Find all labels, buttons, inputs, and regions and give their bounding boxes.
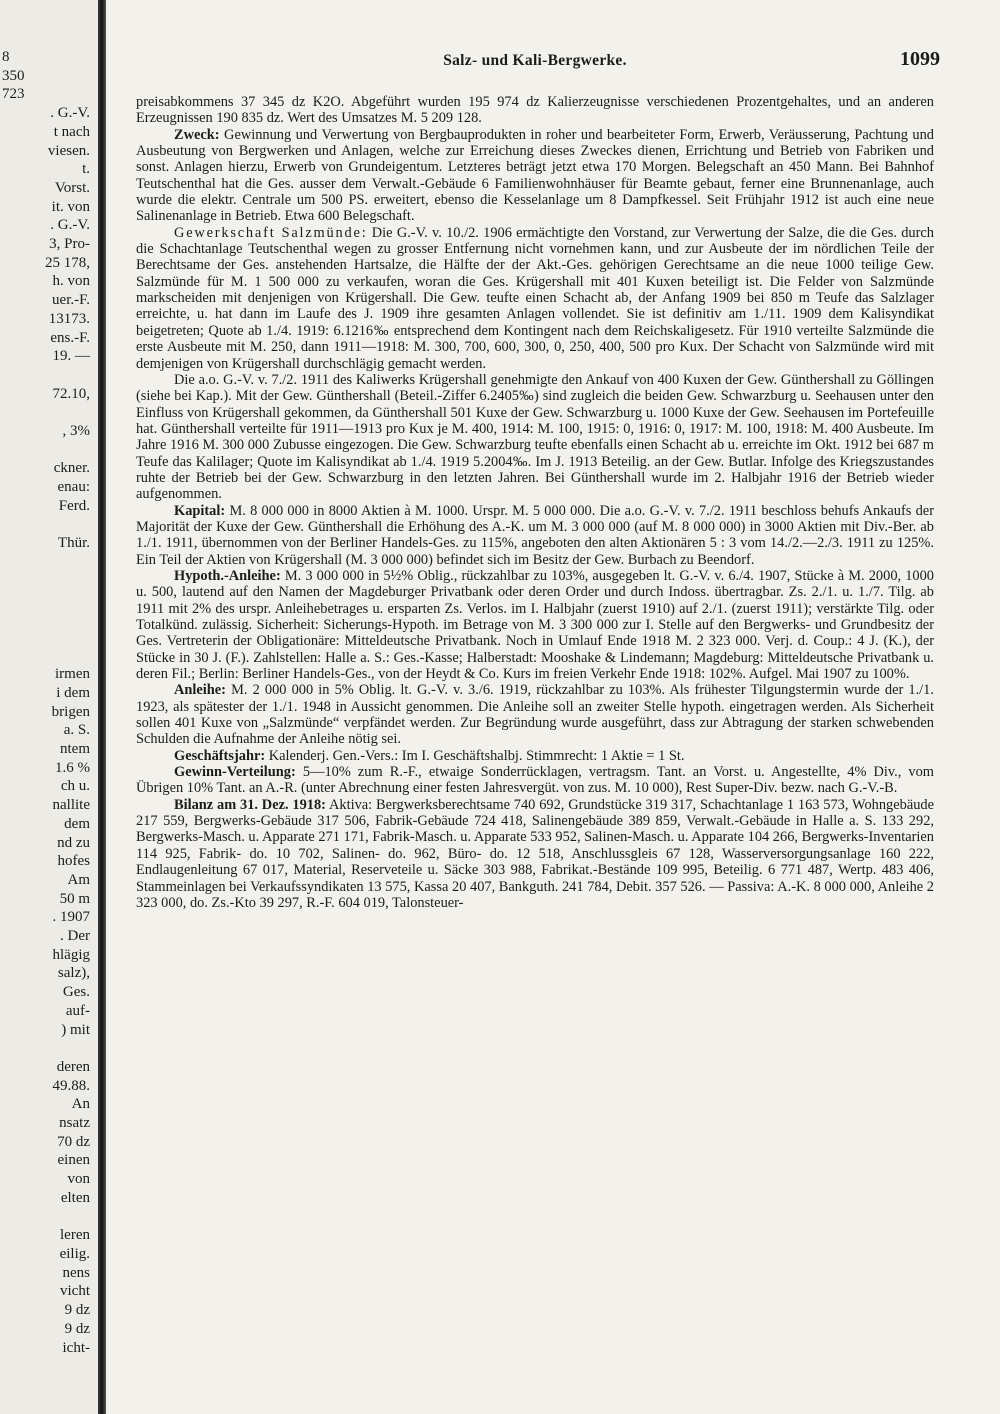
margin-fragment-line: enau:	[57, 479, 90, 496]
margin-fragment-line	[0, 628, 96, 647]
margin-fragment-line: nens	[62, 1264, 90, 1281]
margin-fragment-line: 723	[2, 86, 25, 103]
paragraph-zweck	[136, 127, 934, 225]
margin-fragment-line: t.	[82, 161, 90, 178]
margin-fragment-line: 350	[2, 67, 25, 84]
margin-fragment-line: ch u.	[60, 778, 90, 795]
paragraph-bilanz	[136, 797, 934, 911]
margin-fragment-line: it. von	[51, 198, 90, 215]
margin-fragment-line: Thür.	[57, 535, 90, 552]
margin-fragment-line: . 1907	[52, 909, 90, 926]
paragraph-text: Die G.-V. v. 10./2. 1906 ermächtigte den Vorstand, zur Verwertung der Salze, die die Ges. durch die Schachtanlage Teutschenthal wegen zu grosser Entfernung nicht vornehmen kann, und zur Ausbeute der im nördlichen Teile der Berechtsame der Ges. anstehenden Hartsalze, die Hälfte der der Akt.-Ges. gehörigen Gerechtsame an die neue 1000 teilige Gew. Salzmünde für M. 1 500 000 zu verkaufen, woran die Ges. Krügershall mit 401 Kuxen beteiligt ist. Die Felder von Salzmünde markscheiden mit denjenigen von Krügershall. Die Gew. teufte einen Schacht ab, der Anfang 1909 bei 850 m Teufe das Salzlager erreichte, u. hat dann im Laufe des J. 1909 ihre gesamten Anlagen vollendet. Sie ist definitiv am 1./11. 1909 dem Kalisyndikat beigetreten; Quote ab 1./4. 1919: 6.1216‰ entsprechend dem Kontingent nach dem Reichskaligesetz. Für 1910 verteilte Salzmünde die erste Ausbeute mit M. 250, dann 1911—1918: M. 300, 700, 600, 300, 0, 250, 400, 500 pro Kux. Der Schacht von Salzmünde wird mit demjenigen von Krügershall durchschlägig gemacht werden.	[136, 224, 934, 372]
margin-fragment-line: nallite	[52, 797, 90, 814]
margin-fragment-line	[0, 553, 96, 572]
margin-fragment-line: 3, Pro-	[49, 236, 90, 253]
margin-fragment-line: hlägig	[52, 946, 90, 963]
margin-fragment-line: a. S.	[63, 722, 90, 739]
margin-fragment-line	[0, 403, 96, 422]
margin-fragment-line: hofes	[57, 853, 90, 870]
margin-fragment-line: An	[71, 1096, 90, 1113]
margin-fragment-line	[0, 366, 96, 385]
margin-fragment-line: uer.-F.	[52, 292, 90, 309]
left-page-margin	[0, 0, 100, 1414]
margin-fragment-line: , 3%	[62, 423, 90, 440]
paragraph-text: Gewinnung und Verwertung von Bergbauprodukten in roher und bearbeiteter Form, Erwerb, Veräusserung, Pachtung und Ausbeutung von Bergwerken und Anlagen, welche zur Erreichung dieses Zweckes dienen, Errichtung und Betrieb von Fabriken und sonst. Anlagen hierzu, Erwerb von Grundeigentum. Letzteres beträgt jetzt etwa 170 Morgen. Belegschaft an 450 Mann. Bei Bahnhof Teutschenthal hat die Ges. ausser dem Verwalt.-Gebäude 6 Familienwohnhäuser für Beamte gebaut, ferner eine Brunnenanlage, auch wurde die elektr. Centrale um 500 PS. erweitert, ebenso die Kesselanlage um 8 Dampfkessel. Seit Frühjahr 1912 ist auch eine neue Salinenanlage in Betrieb. Etwa 600 Belegschaft.	[136, 126, 934, 225]
book-spine-shadow	[98, 0, 106, 1414]
margin-fragment-line: ens.-F.	[50, 329, 90, 346]
margin-fragment-line: eilig.	[59, 1246, 90, 1262]
section-heading: Bilanz am 31. Dez. 1918:	[174, 796, 326, 813]
margin-fragment-line: i dem	[56, 684, 90, 701]
margin-fragment-line: icht-	[62, 1339, 90, 1356]
margin-fragment-line	[0, 1039, 96, 1058]
margin-fragment-line: ) mit	[61, 1021, 90, 1038]
margin-fragment-line: 49.88.	[52, 1077, 90, 1094]
margin-fragment-line: einen	[57, 1152, 90, 1169]
section-heading: Anleihe:	[174, 682, 226, 699]
margin-fragment-line: 25 178,	[45, 254, 90, 271]
margin-fragment-line: elten	[60, 1189, 90, 1206]
margin-fragment-line: 50 m	[59, 890, 90, 907]
margin-fragment-line: Ferd.	[58, 497, 90, 514]
section-heading: Kapital:	[174, 502, 226, 519]
margin-fragment-line: Ges.	[62, 984, 90, 1001]
margin-fragment-line: 8	[2, 49, 10, 65]
section-heading: Geschäftsjahr:	[174, 747, 266, 764]
paragraph-text: 5—10% zum R.-F., etwaige Sonderrücklagen, vertragsm. Tant. an Vorst. u. Angestellte, 4% Div., vom Übrigen 10% Tant. an A.-R. (unter Abrechnung einer festen Jahresvergüt. von zus. M. 10 000), Rest Super-Div. bezw. nach G.-V.-B.	[136, 764, 934, 797]
paragraph-gewinn-verteilung	[136, 764, 934, 797]
margin-fragment-line	[0, 441, 96, 460]
margin-fragment-line: h. von	[52, 273, 90, 290]
margin-fragment-line: . G.-V.	[50, 217, 90, 234]
margin-fragment-line: nsatz	[59, 1115, 90, 1132]
margin-fragment-line: ntem	[60, 741, 90, 758]
margin-fragment-line: t nach	[53, 123, 90, 140]
margin-fragment-line: 70 dz	[57, 1133, 90, 1150]
margin-fragment-line: 19. —	[52, 348, 90, 365]
section-heading: Hypoth.-Anleihe:	[174, 567, 281, 584]
paragraph-text: M. 3 000 000 in 5½% Oblig., rückzahlbar zu 103%, ausgegeben lt. G.-V. v. 6./4. 1907, Stücke à M. 2000, 1000 u. 500, lautend auf den Namen der Magdeburger Privatbank oder deren Order und durch Indoss. übertragbar. Zs. 2./1. u. 1./7. Tilg. ab 1911 mit 2% des urspr. Anleihebetrages u. ersparten Zs. Verlos. im I. Halbjahr (zuerst 1910) auf 2./1. (zuerst 1911); verstärkte Tilg. oder Totalkünd. zulässig. Sicherheit: Sicherungs-Hypoth. im Betrage von M. 3 300 000 zur I. Stelle auf den Bergwerks- und Grundbesitz der Ges. Vertreterin der Obligationäre: Mitteldeutsche Privatbank. Noch in Umlauf Ende 1918 M. 2 323 000. Verj. d. Coup.: 4 J. (K.), der Stücke in 30 J. (F.). Zahlstellen: Halle a. S.: Ges.-Kasse; Halberstadt: Mooshake & Lindemann; Magdeburg: Mitteldeutsche Privatbank u. deren Fil.; Berlin: Berliner Handels-Ges., von der Heydt & Co. Kurs im freien Verkehr Ende 1918: 102%. Aufgel. Mai 1907 zu 100%.	[136, 567, 934, 683]
margin-fragment-line	[0, 647, 96, 666]
paragraph-text: M. 8 000 000 in 8000 Aktien à M. 1000. Urspr. M. 5 000 000. Die a.o. G.-V. v. 7./2. 1911 beschloss behufs Ankaufs der Majorität der Kuxe der Gew. Günthershall die Erhöhung des A.-K. um M. 3 000 000 (auf M. 8 000 000) in 3000 Aktien mit Div.-Ber. ab 1./1. 1911, übernommen von der Berliner Handels-Ges. zu 115%, angeboten den alten Aktionären 5 : 3 vom 14./2.—2./3. 1911 zu 125%. Ein Teil der Aktien von Krügershall (M. 3 000 000) befindet sich im Besitz der Gew. Burbach zu Beendorf.	[136, 502, 934, 568]
margin-fragment-line: 13173.	[48, 310, 90, 327]
margin-fragment-line: vicht	[60, 1283, 90, 1300]
margin-fragment-line: von	[67, 1171, 90, 1188]
section-heading: Zweck:	[174, 126, 220, 143]
paragraph-gewerkschaft-salzmuende	[136, 225, 934, 372]
margin-fragment-line	[0, 572, 96, 591]
margin-fragment-line	[0, 590, 96, 609]
page-body	[136, 94, 934, 911]
paragraph-kapital	[136, 503, 934, 568]
paragraph-hypoth-anleihe	[136, 568, 934, 682]
margin-fragment-line: auf-	[65, 1002, 90, 1019]
paragraph-geschaeftsjahr	[136, 748, 934, 764]
margin-fragment-line: 72.10,	[52, 385, 90, 402]
margin-fragment-line: . G.-V.	[50, 105, 90, 122]
paragraph-text: M. 2 000 000 in 5% Oblig. lt. G.-V. v. 3./6. 1919, rückzahlbar zu 103%. Als frühester Tilgungstermin wurde der 1./1. 1923, als spätester der 1./1. 1948 in Aussicht genommen. Die Anleihe soll an zweiter Stelle hypoth. eingetragen werden. Als Sicherheit sollen 401 Kuxe von „Salzmünde“ verpfändet werden. Zur Begründung wurde ausgeführt, dass zur Abtragung der starken schwebenden Schulden die Aufnahme der Anleihe nötig sei.	[136, 682, 934, 748]
running-title: Salz- und Kali-Bergwerke.	[443, 52, 627, 69]
left-page-fragments	[0, 48, 96, 1357]
margin-fragment-line: nd zu	[57, 834, 90, 851]
page-number: 1099	[900, 48, 940, 70]
paragraph-text: Kalenderj. Gen.-Vers.: Im I. Geschäftshalbj. Stimmrecht: 1 Aktie = 1 St.	[268, 747, 685, 764]
paragraph-guenthershall	[136, 372, 934, 503]
page-header	[130, 48, 940, 78]
paragraph-text: Aktiva: Bergwerksberechtsame 740 692, Grundstücke 319 317, Schachtanlage 1 163 573, Wohngebäude 217 559, Bergwerks-Gebäude 317 506, Fabrik-Gebäude 724 418, Salinengebäude 389 859, Verwalt.-Gebäude in Halle a. S. 133 292, Bergwerks-Masch. u. Apparate 271 171, Fabrik-Masch. u. Apparate 533 952, Salinen-Masch. u. Apparate 104 266, Bergwerks-Inventarien 114 925, Fabrik- do. 10 702, Salinen- do. 962, Büro- do. 12 518, Anschlussgleis 67 128, Wasserversorgungsanlage 160 222, Endlaugenleitung 67 017, Material, Reserveteile u. Säcke 303 988, Fabrikat.-Bestände 109 995, Beteilig. 6 771 487, Wertp. 483 406, Stammeinlagen bei Verkaufssyndikaten 13 575, Kassa 20 407, Bankguth. 241 784, Debit. 357 526. — Passiva: A.-K. 8 000 000, Anleihe 2 323 000, do. Zs.-Kto 39 297, R.-F. 604 019, Talonsteuer-	[136, 796, 934, 911]
section-heading: Gewinn-Verteilung:	[174, 764, 296, 781]
margin-fragment-line: dem	[64, 815, 90, 832]
paragraph-preisabkommen	[136, 94, 934, 127]
margin-fragment-line: brigen	[51, 703, 90, 720]
margin-fragment-line: Am	[67, 871, 90, 888]
margin-fragment-line: ckner.	[53, 460, 90, 477]
paragraph-text: Die a.o. G.-V. v. 7./2. 1911 des Kaliwerks Krügershall genehmigte den Ankauf von 400 Kuxen der Gew. Günthershall zu Göllingen (siehe bei Kap.). Mit der Gew. Günthershall (Beteil.-Ziffer 6.2405‰) sind zugleich die beiden Gew. Schwarzburg u. Seehausen unter den Einfluss von Krügershall gekommen, da Günthershall 501 Kuxe der Gew. Schwarzburg u. 1000 Kuxe der Gew. Seehausen im Portefeuille hat. Günthershall verteilte für 1911—1913 pro Kux je M. 400, 1914: M. 100, 1915: 0, 1916: 0, 1917: M. 100, 1918: M. 400 Ausbeute. Im Jahre 1916 M. 300 000 Zubusse eingezogen. Die Gew. Schwarzburg teufte ebenfalls einen Schacht ab u. erreichte im Okt. 1912 bei 687 m Teufe das Kalilager; Quote im Kalisyndikat ab 1./4. 1919 5.2004‰. Im J. 1913 Beteilig. an der Gew. Butlar. Infolge des Kriegszustandes ruhte der Betrieb bei der Gew. Schwarzburg in den letzten Jahren. Bei Günthershall wurde im 2. Halbjahr 1916 der Betrieb wieder aufgenommen.	[136, 371, 934, 503]
margin-fragment-line: salz),	[57, 965, 90, 982]
margin-fragment-line	[0, 1208, 96, 1227]
margin-fragment-line: viesen.	[47, 142, 90, 159]
margin-fragment-line: 1.6 %	[55, 759, 90, 776]
paragraph-text: preisabkommens 37 345 dz K2O. Abgeführt wurden 195 974 dz Kalierzeugnisse verschiedenen Prozentgehaltes, und an anderen Erzeugnissen 190 835 dz. Wert des Umsatzes M. 5 209 128.	[136, 94, 934, 127]
margin-fragment-line: 9 dz	[64, 1320, 90, 1337]
margin-fragment-line: deren	[56, 1058, 90, 1075]
paragraph-anleihe	[136, 682, 934, 747]
margin-fragment-line: . Der	[60, 928, 90, 945]
margin-fragment-line: 9 dz	[64, 1302, 90, 1319]
margin-fragment-line	[0, 609, 96, 628]
section-heading: Gewerkschaft Salzmünde:	[174, 224, 368, 241]
margin-fragment-line: irmen	[55, 666, 90, 683]
margin-fragment-line: Vorst.	[54, 179, 90, 196]
margin-fragment-line: leren	[60, 1227, 90, 1244]
margin-fragment-line	[0, 516, 96, 535]
